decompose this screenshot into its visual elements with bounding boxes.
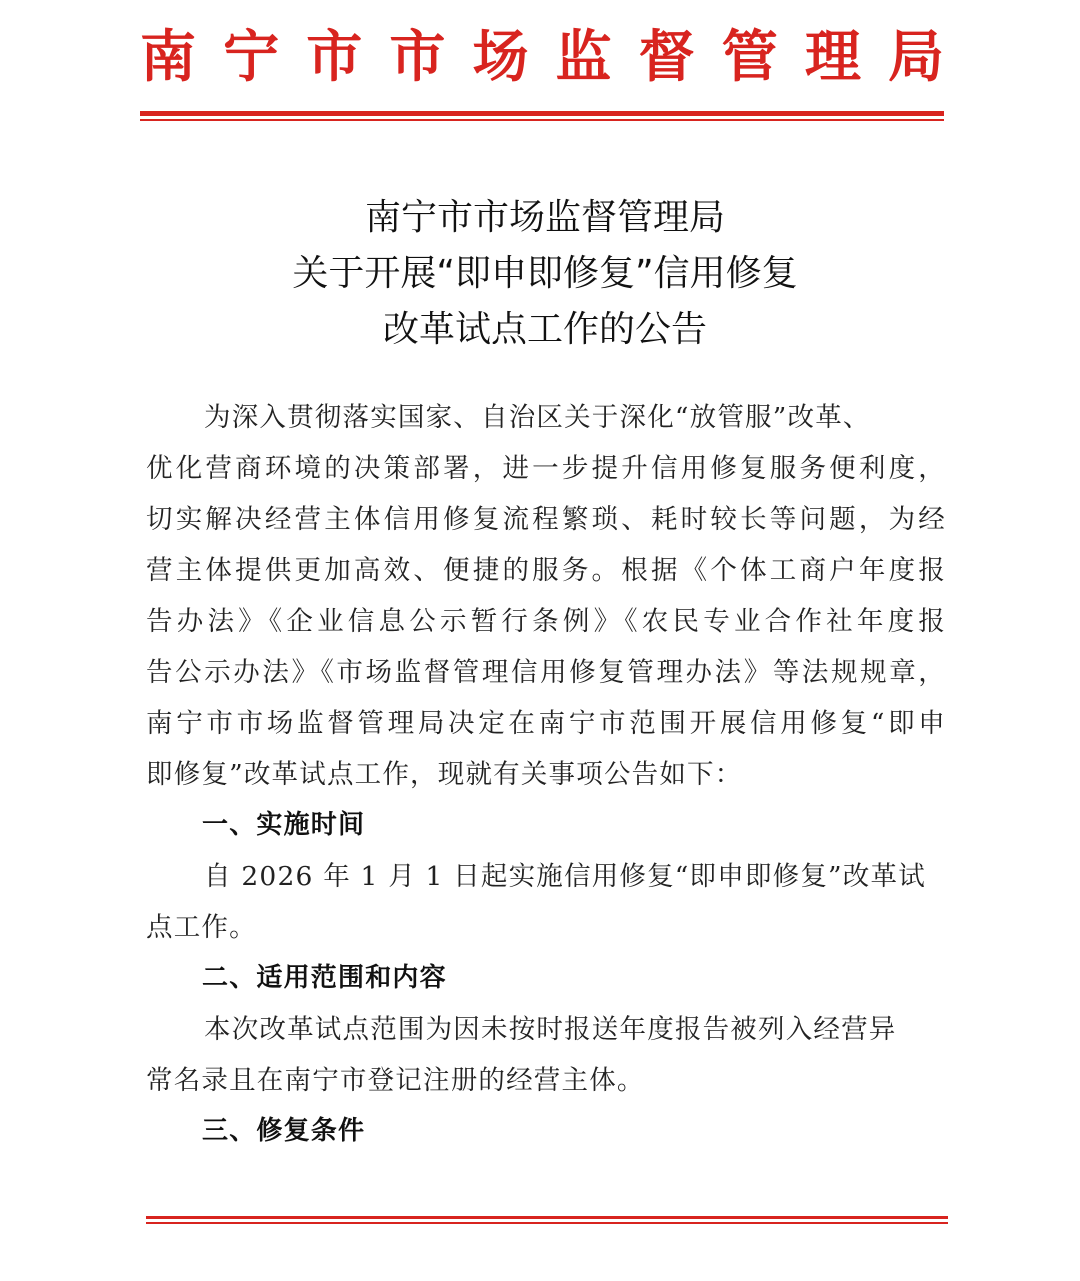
paragraph-line: 切实解决经营主体信用修复流程繁琐、耗时较长等问题，为经 [146, 504, 946, 535]
letterhead-char: 市 [389, 24, 446, 90]
paragraph-line: 优化营商环境的决策部署，进一步提升信用修复服务便利度， [146, 453, 946, 484]
letterhead-char: 监 [555, 24, 612, 90]
letterhead-char: 南 [140, 24, 196, 90]
letterhead-char: 宁 [223, 24, 280, 90]
letterhead-char: 管 [721, 24, 778, 90]
title-line: 南宁市市场监督管理局 [364, 197, 725, 238]
letterhead-char: 局 [887, 24, 944, 90]
paragraph-line: 为深入贯彻落实国家、自治区关于深化“放管服”改革、 [204, 402, 871, 433]
paragraph-line: 告公示办法》《市场监督管理信用修复管理办法》等法规规章， [146, 657, 946, 688]
section-heading: 二、适用范围和内容 [202, 963, 447, 993]
letterhead-char: 督 [638, 24, 695, 90]
letterhead [140, 22, 944, 92]
section-heading: 一、实施时间 [202, 810, 366, 840]
section-heading: 三、修复条件 [202, 1116, 366, 1146]
footer-divider [146, 1216, 948, 1219]
paragraph-line: 营主体提供更加高效、便捷的服务。根据《个体工商户年度报 [146, 555, 946, 586]
intro-paragraph [146, 392, 946, 1157]
document-title [140, 190, 950, 358]
letterhead-divider-thin [140, 119, 944, 121]
paragraph-line: 常名录且在南宁市登记注册的经营主体。 [146, 1065, 645, 1096]
paragraph-line: 告办法》《企业信息公示暂行条例》《农民专业合作社年度报 [146, 606, 946, 637]
letterhead-divider [140, 111, 944, 116]
footer-divider-thin [146, 1222, 948, 1224]
paragraph-line: 即修复”改革试点工作，现就有关事项公告如下： [146, 759, 743, 790]
letterhead-char: 场 [472, 24, 529, 90]
paragraph-line: 点工作。 [146, 912, 257, 943]
letterhead-char: 市 [306, 24, 363, 90]
paragraph-line: 本次改革试点范围为因未按时报送年度报告被列入经营异 [204, 1014, 897, 1045]
paragraph-line: 自 2026 年 1 月 1 日起实施信用修复“即申即修复”改革试 [204, 861, 926, 892]
letterhead-char: 理 [804, 24, 861, 90]
title-line: 改革试点工作的公告 [382, 309, 707, 350]
title-line: 关于开展“即申即修复”信用修复 [292, 253, 798, 294]
paragraph-line: 南宁市市场监督管理局决定在南宁市范围开展信用修复“即申 [146, 708, 946, 739]
